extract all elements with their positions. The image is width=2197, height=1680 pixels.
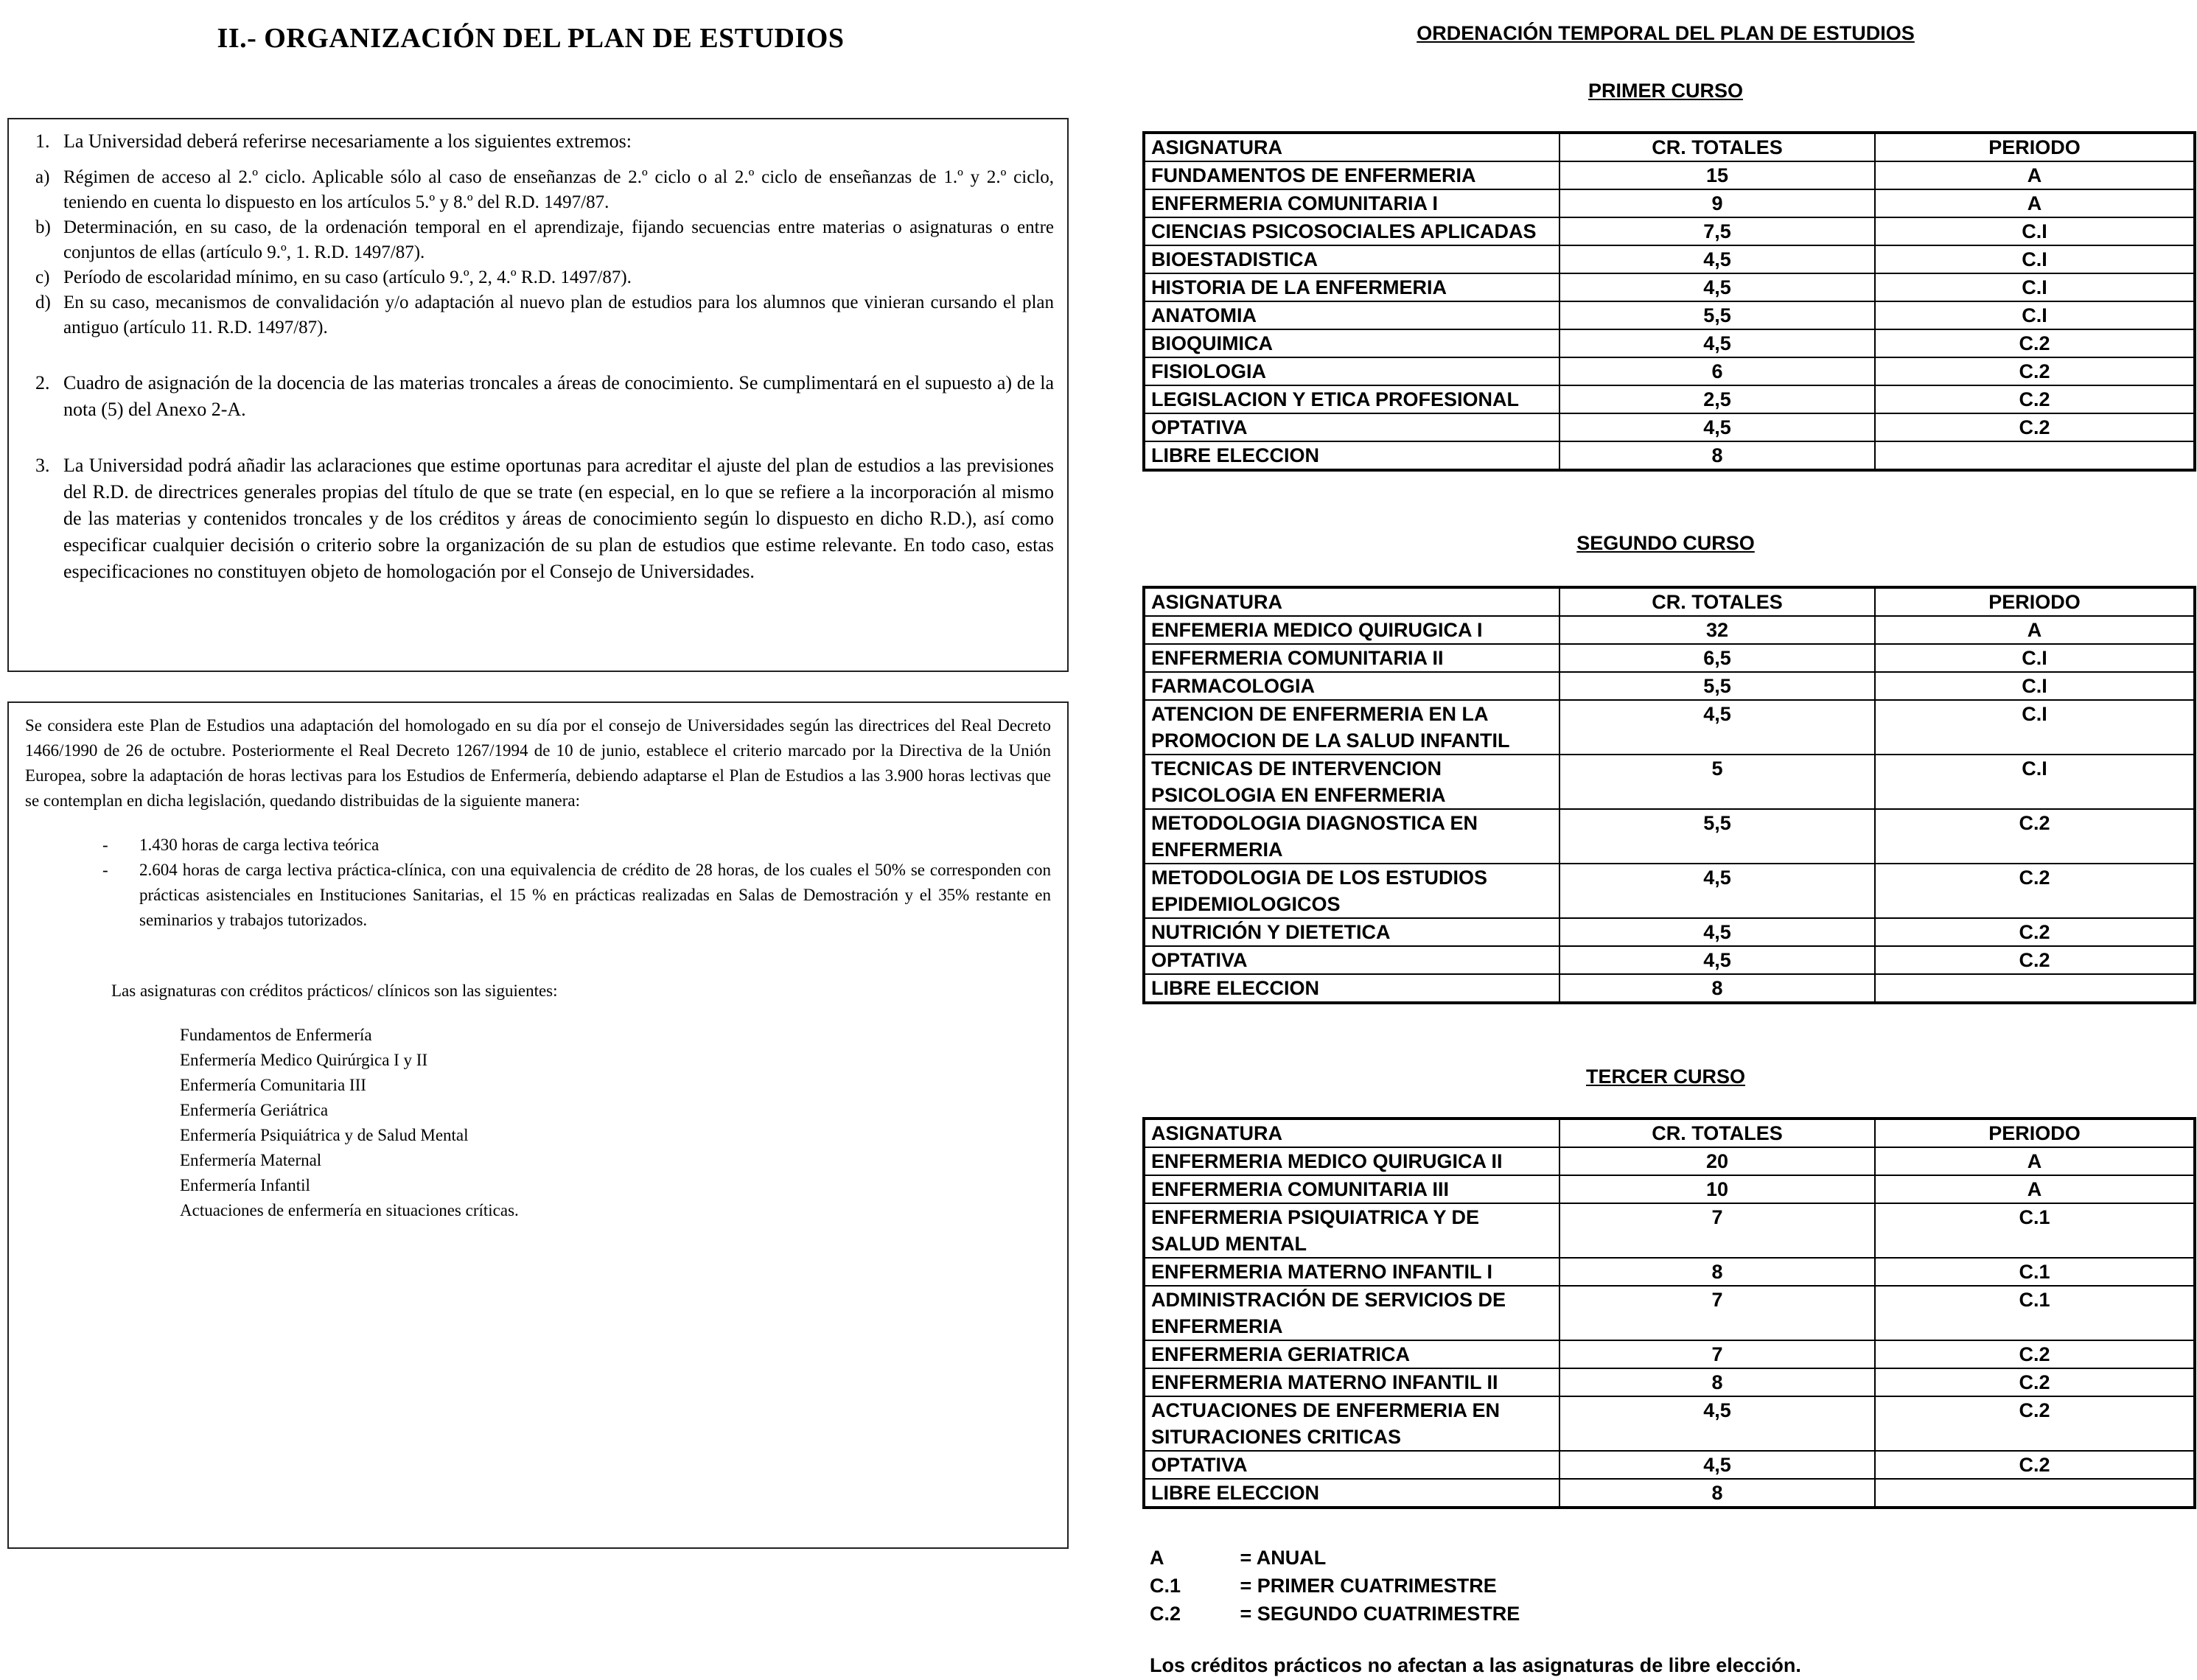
credits-cell: 5,5 [1559,672,1875,700]
legend-meaning: = SEGUNDO CUATRIMESTRE [1240,1603,1520,1625]
hours-text: 2.604 horas de carga lectiva práctica-clínica, con una equivalencia de crédito de 28 horas, de los cuales el 50% se corresponden con prácticas asistenciales en Instituciones Sanitarias, el 15 % en prácticas realizadas en Salas de Demostración y el 35% restante en seminarios y trabajos tutorizados. [139,861,1051,929]
course-title-segundo: SEGUNDO CURSO [1576,532,1755,554]
table-row [1144,1258,2195,1286]
dash-bullet: - [102,861,108,879]
subject-cell: ACTUACIONES DE ENFERMERIA EN SITURACIONES CRITICAS [1144,1396,1559,1451]
credits-cell: 7 [1559,1203,1875,1258]
legend-code: A [1150,1547,1164,1569]
period-cell: C.2 [1875,329,2195,357]
subject-cell: METODOLOGIA DE LOS ESTUDIOS EPIDEMIOLOGICOS [1144,864,1559,918]
credits-cell: 8 [1559,1368,1875,1396]
period-cell: C.2 [1875,918,2195,946]
period-cell: C.2 [1875,357,2195,385]
footnote: Los créditos prácticos no afectan a las asignaturas de libre elección. [1150,1654,1801,1676]
list-item: Enfermería Psiquiátrica y de Salud Mental [180,1126,469,1144]
period-cell: C.2 [1875,1368,2195,1396]
period-cell: C.2 [1875,385,2195,413]
subject-cell: ANATOMIA [1144,301,1559,329]
header-asignatura: ASIGNATURA [1144,1119,1559,1147]
table-header-row [1144,587,2195,616]
table-row [1144,1396,2195,1451]
subject-cell: BIOQUIMICA [1144,329,1559,357]
sub-item-letter: b) [35,217,51,237]
period-cell: C.I [1875,217,2195,245]
period-cell: C.2 [1875,809,2195,864]
hours-item [25,833,1051,858]
period-cell: A [1875,1175,2195,1203]
subject-cell: LIBRE ELECCION [1144,441,1559,470]
practical-subjects-list [180,1023,1051,1223]
dash-bullet: - [102,836,108,854]
list-item: Enfermería Maternal [180,1151,322,1169]
sub-item-text: Régimen de acceso al 2.º ciclo. Aplicable sólo al caso de enseñanzas de 2.º ciclo o al 2.º ciclo de enseñanzas de 1.º y 2.º ciclo, teniendo en cuenta lo dispuesto en los artículos 5.º y 8.º del R.D. 1497/87. [63,167,1054,212]
subject-cell: FUNDAMENTOS DE ENFERMERIA [1144,161,1559,189]
header-periodo: PERIODO [1875,587,2195,616]
subject-cell: ENFERMERIA MEDICO QUIRUGICA II [1144,1147,1559,1175]
subject-cell: ENFERMERIA PSIQUIATRICA Y DE SALUD MENTAL [1144,1203,1559,1258]
table-row [1144,413,2195,441]
header-periodo: PERIODO [1875,133,2195,161]
table-row [1144,1147,2195,1175]
period-cell: C.2 [1875,1451,2195,1479]
sub-item-text: Período de escolaridad mínimo, en su caso (artículo 9.º, 2, 4.º R.D. 1497/87). [63,267,632,287]
subject-cell: OPTATIVA [1144,1451,1559,1479]
table-row [1144,809,2195,864]
period-cell: C.1 [1875,1258,2195,1286]
sub-item-list [22,165,1054,340]
credits-cell: 4,5 [1559,413,1875,441]
table-row [1144,385,2195,413]
credits-cell: 4,5 [1559,700,1875,755]
table-row [1144,918,2195,946]
subject-cell: ENFERMERIA COMUNITARIA III [1144,1175,1559,1203]
sub-item-text: En su caso, mecanismos de convalidación y/o adaptación al nuevo plan de estudios para los alumnos que vinieran cursando el plan antiguo (artículo 11. R.D. 1497/87). [63,293,1054,337]
instructions-box [7,118,1069,672]
credits-cell: 4,5 [1559,329,1875,357]
legend-row [1150,1544,1520,1572]
table-row [1144,672,2195,700]
credits-cell: 4,5 [1559,273,1875,301]
table-row [1144,357,2195,385]
subject-cell: OPTATIVA [1144,413,1559,441]
schedule-title: ORDENACIÓN TEMPORAL DEL PLAN DE ESTUDIOS [1417,22,1915,44]
subject-cell: ENFEMERIA MEDICO QUIRUGICA I [1144,616,1559,644]
credits-cell: 20 [1559,1147,1875,1175]
table-row [1144,1479,2195,1508]
instruction-item-2 [22,370,1054,423]
item-number: 2. [35,372,50,393]
course-table-primer [1142,131,2196,472]
table-row [1144,441,2195,470]
hours-list [25,833,1051,933]
sub-item-text: Determinación, en su caso, de la ordenación temporal en el aprendizaje, fijando secuencias entre materias o asignaturas o entre conjuntos de ellas (artículo 9.º, 1. R.D. 1497/87). [63,217,1054,262]
legend-meaning: = ANUAL [1240,1547,1327,1569]
subject-cell: LIBRE ELECCION [1144,1479,1559,1508]
credits-cell: 8 [1559,1258,1875,1286]
subject-cell: CIENCIAS PSICOSOCIALES APLICADAS [1144,217,1559,245]
table-row [1144,245,2195,273]
period-cell: C.I [1875,273,2195,301]
item-text: La Universidad deberá referirse necesariamente a los siguientes extremos: [63,130,632,152]
table-row [1144,644,2195,672]
table-row [1144,700,2195,755]
table-row [1144,864,2195,918]
course-table-tercer [1142,1117,2196,1509]
period-legend [1150,1544,1520,1628]
period-cell: C.I [1875,700,2195,755]
legend-row [1150,1600,1520,1628]
period-cell: C.2 [1875,413,2195,441]
list-item: Enfermería Geriátrica [180,1101,329,1119]
instruction-item-3 [22,452,1054,585]
period-cell: C.I [1875,644,2195,672]
subject-cell: FARMACOLOGIA [1144,672,1559,700]
subject-cell: LEGISLACION Y ETICA PROFESIONAL [1144,385,1559,413]
table-header-row [1144,1119,2195,1147]
table-row [1144,1451,2195,1479]
sub-item-letter: d) [35,293,51,312]
credits-cell: 8 [1559,1479,1875,1508]
credits-cell: 15 [1559,161,1875,189]
credits-cell: 4,5 [1559,1451,1875,1479]
subject-cell: ENFERMERIA MATERNO INFANTIL I [1144,1258,1559,1286]
credits-cell: 5 [1559,755,1875,809]
period-cell: C.I [1875,672,2195,700]
credits-cell: 4,5 [1559,946,1875,974]
hours-item [25,858,1051,933]
credits-cell: 7,5 [1559,217,1875,245]
list-item: Enfermería Medico Quirúrgica I y II [180,1051,428,1069]
table-row [1144,217,2195,245]
sub-item-letter: a) [35,167,50,187]
sub-item [22,265,1054,290]
period-cell: A [1875,616,2195,644]
credits-cell: 7 [1559,1286,1875,1340]
plan-notes-box [7,701,1069,1549]
subject-cell: LIBRE ELECCION [1144,974,1559,1003]
period-cell: C.2 [1875,1396,2195,1451]
subject-cell: METODOLOGIA DIAGNOSTICA EN ENFERMERIA [1144,809,1559,864]
subject-cell: ADMINISTRACIÓN DE SERVICIOS DE ENFERMERIA [1144,1286,1559,1340]
period-cell [1875,1479,2195,1508]
subject-cell: ENFERMERIA COMUNITARIA II [1144,644,1559,672]
period-cell: C.2 [1875,1340,2195,1368]
period-cell: C.I [1875,245,2195,273]
sub-item [22,215,1054,265]
credits-cell: 5,5 [1559,301,1875,329]
period-cell: A [1875,161,2195,189]
period-cell: C.1 [1875,1286,2195,1340]
subject-cell: ENFERMERIA COMUNITARIA I [1144,189,1559,217]
sub-item-letter: c) [35,267,50,287]
table-header-row [1144,133,2195,161]
period-cell: C.I [1875,755,2195,809]
table-row [1144,1368,2195,1396]
credits-cell: 7 [1559,1340,1875,1368]
table-row [1144,974,2195,1003]
table-row [1144,1203,2195,1258]
hours-text: 1.430 horas de carga lectiva teórica [139,836,380,854]
legend-code: C.2 [1150,1603,1181,1625]
item-number: 3. [35,455,50,476]
table-row [1144,1175,2195,1203]
period-cell: C.2 [1875,864,2195,918]
item-text: La Universidad podrá añadir las aclaraciones que estime oportunas para acreditar el ajuste del plan de estudios a las previsiones del R.D. de directrices generales propias del título de que se trate (en especial, en lo que se refiere a la incorporación al mismo de las materias y contenidos troncales y de los créditos y áreas de conocimiento según lo dispuesto en dicho R.D.), así como especificar cualquier decisión o criterio sobre la organización de su plan de estudios que estime relevante. En todo caso, estas especificaciones no constituyen objeto de homologación por el Consejo de Universidades. [63,455,1054,582]
subject-cell: FISIOLOGIA [1144,357,1559,385]
table-row [1144,189,2195,217]
item-number: 1. [35,130,50,152]
credits-cell: 5,5 [1559,809,1875,864]
credits-cell: 4,5 [1559,864,1875,918]
credits-cell: 4,5 [1559,245,1875,273]
instruction-item-1 [22,128,1054,155]
period-cell: C.I [1875,301,2195,329]
practical-subjects-title: Las asignaturas con créditos prácticos/ clínicos son las siguientes: [111,981,558,1000]
subject-cell: ENFERMERIA GERIATRICA [1144,1340,1559,1368]
table-row [1144,161,2195,189]
sub-item [22,290,1054,340]
subject-cell: TECNICAS DE INTERVENCION PSICOLOGIA EN ENFERMERIA [1144,755,1559,809]
credits-cell: 6,5 [1559,644,1875,672]
period-cell [1875,974,2195,1003]
credits-cell: 6 [1559,357,1875,385]
subject-cell: NUTRICIÓN Y DIETETICA [1144,918,1559,946]
credits-cell: 4,5 [1559,918,1875,946]
credits-cell: 9 [1559,189,1875,217]
page-title: II.- ORGANIZACIÓN DEL PLAN DE ESTUDIOS [217,23,845,54]
table-row [1144,946,2195,974]
subject-cell: BIOESTADISTICA [1144,245,1559,273]
header-creditos: CR. TOTALES [1559,1119,1875,1147]
header-periodo: PERIODO [1875,1119,2195,1147]
list-item: Enfermería Infantil [180,1176,310,1194]
period-cell: C.1 [1875,1203,2195,1258]
credits-cell: 8 [1559,441,1875,470]
subject-cell: OPTATIVA [1144,946,1559,974]
table-row [1144,1340,2195,1368]
period-cell [1875,441,2195,470]
legend-row [1150,1572,1520,1600]
header-creditos: CR. TOTALES [1559,587,1875,616]
period-cell: A [1875,1147,2195,1175]
table-row [1144,755,2195,809]
credits-cell: 2,5 [1559,385,1875,413]
header-asignatura: ASIGNATURA [1144,133,1559,161]
credits-cell: 4,5 [1559,1396,1875,1451]
course-title-tercer: TERCER CURSO [1585,1065,1745,1088]
period-cell: A [1875,189,2195,217]
credits-cell: 32 [1559,616,1875,644]
period-cell: C.2 [1875,946,2195,974]
table-row [1144,616,2195,644]
table-row [1144,273,2195,301]
list-item: Enfermería Comunitaria III [180,1076,366,1094]
plan-intro-paragraph: Se considera este Plan de Estudios una adaptación del homologado en su día por el consejo de Universidades según las directrices del Real Decreto 1466/1990 de 26 de octubre. Posteriormente el Real Decreto 1267/1994 de 10 de junio, establece el criterio marcado por la Directiva de la Unión Europea, sobre la adaptación de horas lectivas para los Estudios de Enfermería, debiendo adaptarse el Plan de Estudios a las 3.900 horas lectivas que se contemplan en dicha legislación, quedando distribuidas de la siguiente manera: [25,716,1051,810]
table-row [1144,329,2195,357]
credits-cell: 10 [1559,1175,1875,1203]
legend-meaning: = PRIMER CUATRIMESTRE [1240,1575,1497,1597]
subject-cell: ATENCION DE ENFERMERIA EN LA PROMOCION DE LA SALUD INFANTIL [1144,700,1559,755]
course-table-segundo [1142,586,2196,1004]
legend-code: C.1 [1150,1575,1181,1597]
header-creditos: CR. TOTALES [1559,133,1875,161]
subject-cell: ENFERMERIA MATERNO INFANTIL II [1144,1368,1559,1396]
table-row [1144,1286,2195,1340]
course-title-primer: PRIMER CURSO [1588,80,1743,102]
list-item: Actuaciones de enfermería en situaciones críticas. [180,1201,519,1219]
list-item: Fundamentos de Enfermería [180,1026,372,1044]
subject-cell: HISTORIA DE LA ENFERMERIA [1144,273,1559,301]
item-text: Cuadro de asignación de la docencia de las materias troncales a áreas de conocimiento. Se cumplimentará en el supuesto a) de la nota (5) del Anexo 2-A. [63,372,1054,420]
credits-cell: 8 [1559,974,1875,1003]
header-asignatura: ASIGNATURA [1144,587,1559,616]
sub-item [22,165,1054,215]
table-row [1144,301,2195,329]
